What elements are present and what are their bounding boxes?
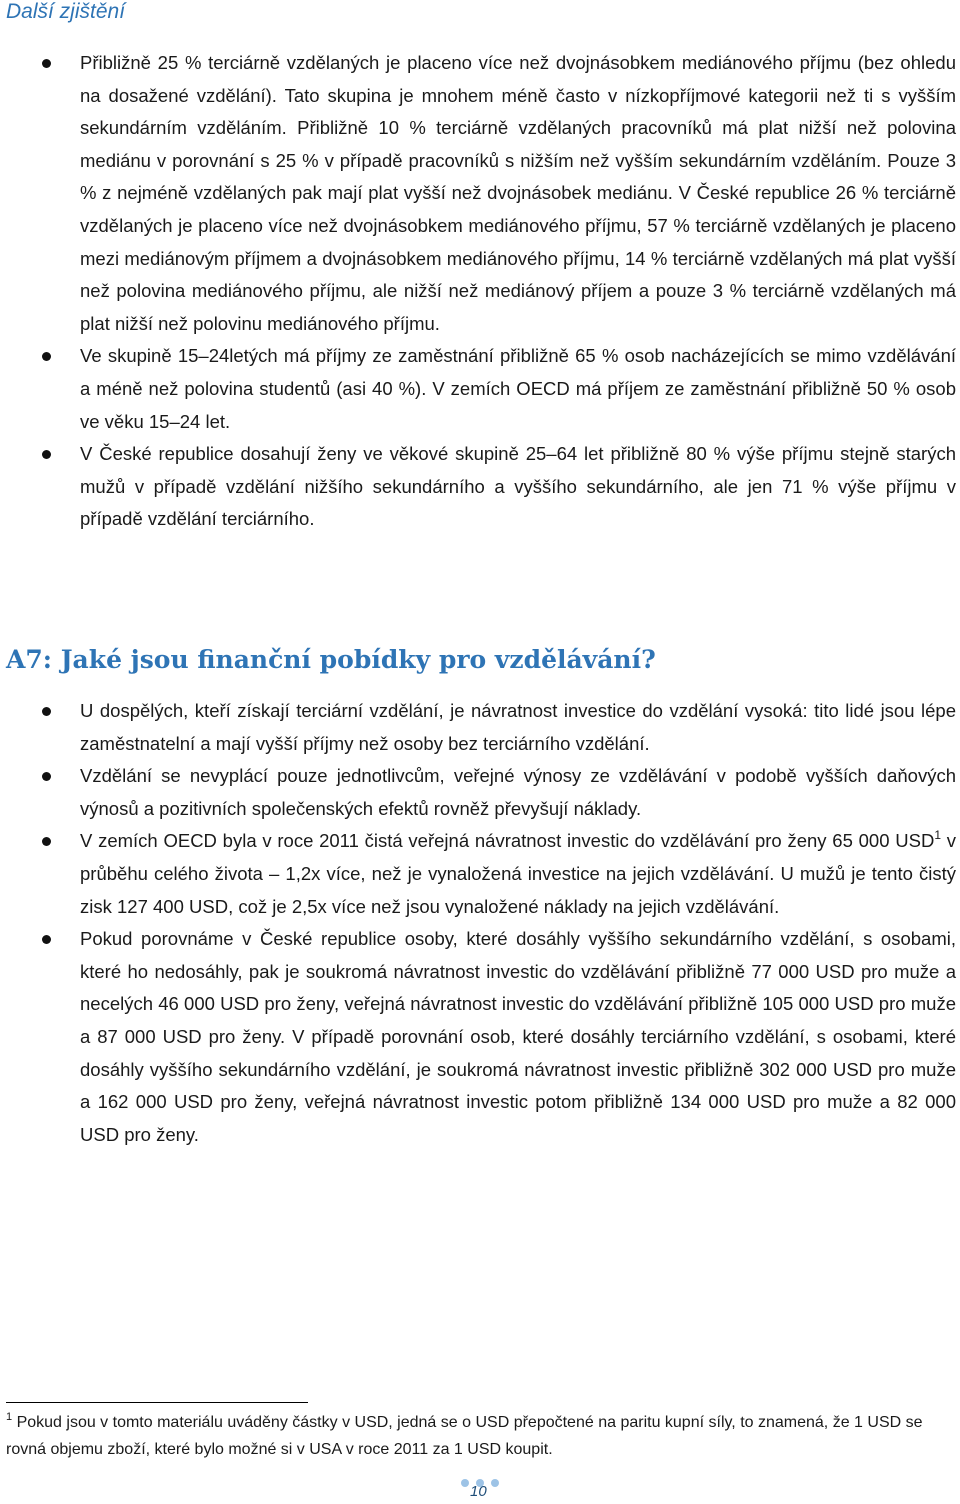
list-item (0, 695, 960, 760)
list-item (0, 438, 960, 536)
list-item-text: U dospělých, kteří získají terciární vzdělání, je návratnost investice do vzdělání vysoká: tito lidé jsou lépe zaměstnatelní a mají vyšší příjmy než osoby bez terciárního vzdělání. (80, 700, 956, 754)
section-heading-further-findings: Další zjištění (6, 0, 126, 23)
bullet-icon (42, 352, 51, 361)
financial-incentives-list (0, 695, 960, 1151)
bullet-icon (42, 837, 51, 846)
bullet-icon (42, 935, 51, 944)
bullet-icon (42, 772, 51, 781)
list-item (0, 825, 960, 923)
dot-icon (461, 1479, 469, 1487)
footnote-marker: 1 (6, 1411, 13, 1423)
footnote-reference[interactable]: 1 (934, 828, 941, 843)
bullet-icon (42, 707, 51, 716)
page-number: 10 (470, 1483, 487, 1500)
findings-list (0, 47, 960, 536)
footnote (6, 1409, 946, 1463)
dot-icon (491, 1479, 499, 1487)
list-item (0, 47, 960, 340)
bullet-icon (42, 59, 51, 68)
list-item-text: v průběhu celého života – 1,2x více, než je vynaložená investice na jejich vzdělávání. U mužů je tento čistý zisk 127 400 USD, což je 2,5x více než jsou vynaložené náklady na jejich vzdělávání. (80, 830, 957, 917)
section-heading-a7: A7: Jaké jsou finanční pobídky pro vzdělávání? (6, 645, 656, 674)
list-item-text: V České republice dosahují ženy ve věkové skupině 25–64 let přibližně 80 % výše příjmu stejně starých mužů v případě vzdělání nižšího sekundárního a vyššího sekundárního, ale jen 71 % výše příjmu v případě vzdělání terciárního. (80, 443, 956, 530)
list-item-text: Vzdělání se nevyplácí pouze jednotlivcům, veřejné výnosy ze vzdělávání v podobě vyšších daňových výnosů a pozitivních společenských efektů rovněž převyšují náklady. (80, 765, 956, 819)
footnote-separator (6, 1402, 308, 1403)
list-item (0, 340, 960, 438)
bullet-icon (42, 450, 51, 459)
list-item (0, 923, 960, 1151)
list-item-text: V zemích OECD byla v roce 2011 čistá veřejná návratnost investic do vzdělávání pro ženy 65 000 USD (80, 830, 935, 852)
list-item-text: Ve skupině 15–24letých má příjmy ze zaměstnání přibližně 65 % osob nacházejících se mimo vzdělávání a méně než polovina studentů (asi 40 %). V zemích OECD má příjem ze zaměstnání přibližně 50 % osob ve věku 15–24 let. (80, 345, 956, 432)
list-item-text: Pokud porovnáme v České republice osoby, které dosáhly vyššího sekundárního vzdělání, s osobami, které ho nedosáhly, pak je soukromá návratnost investic do vzdělávání přibližně 77 000 USD pro muže a necelých 46 000 USD pro ženy, veřejná návratnost investic do vzdělávání přibližně 105 000 USD pro muže a 87 000 USD pro ženy. V případě porovnání osob, které dosáhly terciárního vzdělání, s osobami, které dosáhly vyššího sekundárního vzdělání, je soukromá návratnost investic přibližně 302 000 USD pro muže a 162 000 USD pro ženy, veřejná návratnost investic potom přibližně 134 000 USD pro muže a 82 000 USD pro ženy. (80, 928, 956, 1145)
list-item (0, 760, 960, 825)
footnote-text: Pokud jsou v tomto materiálu uváděny částky v USD, jedná se o USD přepočtené na paritu kupní síly, to znamená, že 1 USD se rovná objemu zboží, které bylo možné si v USA v roce 2011 za 1 USD koupit. (6, 1414, 923, 1458)
list-item-text: Přibližně 25 % terciárně vzdělaných je placeno více než dvojnásobkem mediánového příjmu (bez ohledu na dosažené vzdělání). Tato skupina je mnohem méně často v nízkopříjmové kategorii než ti s vyšším sekundárním vzděláním. Přibližně 10 % terciárně vzdělaných pracovníků má plat nižší než polovina mediánu v porovnání s 25 % v případě pracovníků s nižším než vyšším sekundárním vzděláním. Pouze 3 % z nejméně vzdělaných pak mají plat vyšší než dvojnásobek mediánu. V České republice 26 % terciárně vzdělaných je placeno více než dvojnásobkem mediánového příjmu, 57 % terciárně vzdělaných je placeno mezi mediánovým příjmem a dvojnásobkem mediánového příjmu, 14 % terciárně vzdělaných má plat vyšší než polovina mediánového příjmu, ale nižší než mediánový příjem a pouze 3 % terciárně vzdělaných má plat nižší než polovinu mediánového příjmu. (80, 52, 956, 334)
